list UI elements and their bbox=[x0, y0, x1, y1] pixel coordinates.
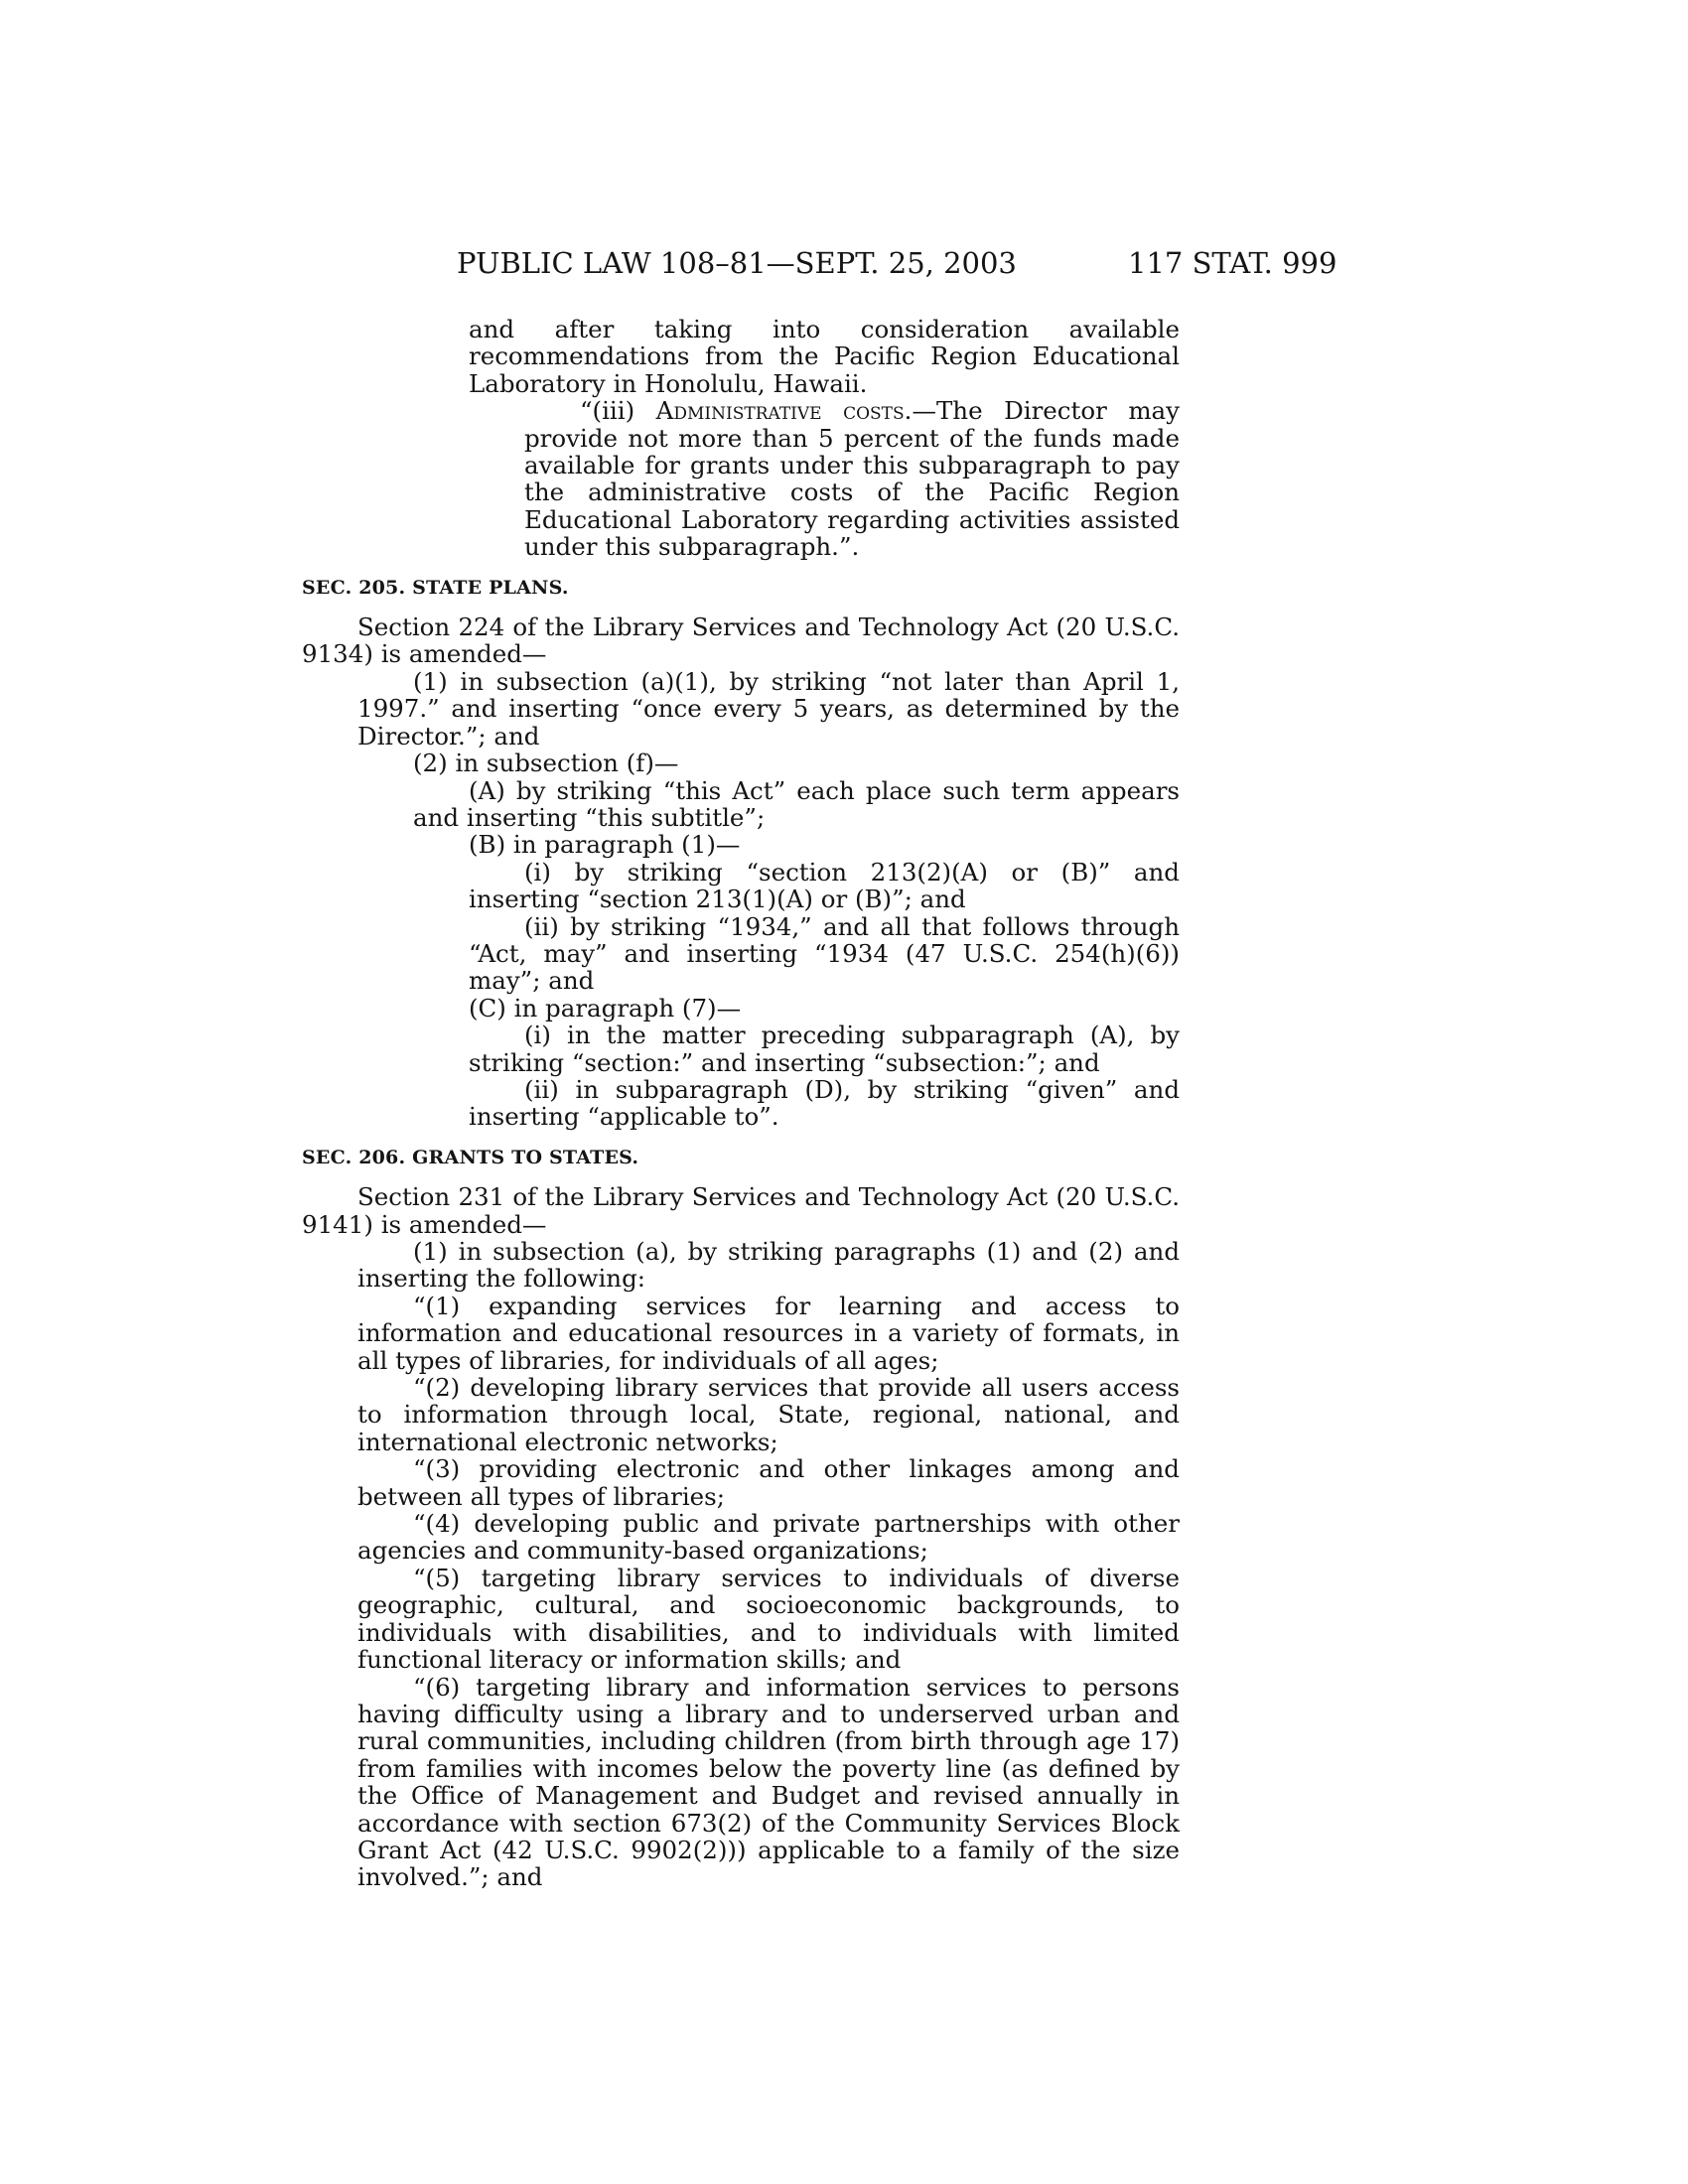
section-205-clause-B-i: (i) by striking “section 213(2)(A) or (B)” and inserting “section 213(1)(A) or (B)”; and bbox=[469, 857, 1180, 914]
section-205-clause-C-ii: (ii) in subparagraph (D), by striking “given” and inserting “applicable to”. bbox=[469, 1074, 1180, 1132]
section-206-para-1: (1) in subsection (a), by striking paragraphs (1) and (2) and inserting the following: bbox=[357, 1237, 1180, 1294]
clause-caption: Administrative costs bbox=[655, 396, 905, 426]
section-205-subpara-A: (A) by striking “this Act” each place such term appears and inserting “this subtitle”; bbox=[413, 775, 1180, 832]
continued-paragraph: and after taking into consideration available recommendations from the Pacific Region Educational Laboratory in Honolulu, Hawaii. bbox=[469, 315, 1180, 398]
page-header bbox=[0, 246, 1688, 286]
section-205-para-2: (2) in subsection (f)— bbox=[413, 749, 679, 778]
clause-text: .—The Director may provide not more than 5 percent of the funds made available for grants under this subparagraph to pay the administrative costs of the Pacific Region Educational Laboratory regarding activities assisted under this subparagraph.”. bbox=[524, 396, 1180, 562]
section-205-para-1: (1) in subsection (a)(1), by striking “not later than April 1, 1997.” and inserting “once every 5 years, as determined by the Director.”; and bbox=[357, 666, 1180, 751]
quoted-para-2: “(2) developing library services that provide all users access to information through local, State, regional, national, and international electronic networks; bbox=[357, 1373, 1180, 1456]
section-205-heading: SEC. 205. STATE PLANS. bbox=[302, 576, 569, 599]
section-206-heading: SEC. 206. GRANTS TO STATES. bbox=[302, 1146, 639, 1168]
section-205-subpara-C: (C) in paragraph (7)— bbox=[469, 993, 742, 1023]
quoted-para-3: “(3) providing electronic and other linkages among and between all types of libraries; bbox=[357, 1454, 1180, 1511]
running-head-title: PUBLIC LAW 108–81—SEPT. 25, 2003 bbox=[457, 246, 1017, 280]
clause-number: “(iii) bbox=[580, 396, 656, 426]
quoted-para-6: “(6) targeting library and information services to persons having difficulty using a library and to underserved urban and rural communities, including children (from birth through age 17) from families with incomes below the poverty line (as defined by the Office of Management and Budget and revised annually in accordance with section 673(2) of the Community Services Block Grant Act (42 U.S.C. 9902(2))) applicable to a family of the size involved.”; and bbox=[357, 1672, 1180, 1892]
quoted-para-4: “(4) developing public and private partnerships with other agencies and community-based organizations; bbox=[357, 1509, 1180, 1566]
section-205-subpara-B: (B) in paragraph (1)— bbox=[469, 830, 741, 860]
administrative-costs-paragraph bbox=[302, 397, 1180, 560]
quoted-para-5: “(5) targeting library services to individuals of diverse geographic, cultural, and socioeconomic backgrounds, to individuals with disabilities, and to individuals with limited functional literacy or information skills; and bbox=[357, 1563, 1180, 1675]
section-205-clause-C-i: (i) in the matter preceding subparagraph (A), by striking “section:” and inserting “subsection:”; and bbox=[469, 1021, 1180, 1077]
document-body bbox=[302, 316, 1180, 1891]
section-205-intro: Section 224 of the Library Services and Technology Act (20 U.S.C. 9134) is amended— bbox=[302, 613, 1180, 669]
section-206-intro: Section 231 of the Library Services and Technology Act (20 U.S.C. 9141) is amended— bbox=[302, 1182, 1180, 1239]
quoted-para-1: “(1) expanding services for learning and access to information and educational resources in a variety of formats, in all types of libraries, for individuals of all ages; bbox=[357, 1291, 1180, 1375]
section-205-clause-B-ii: (ii) by striking “1934,” and all that follows through “Act, may” and inserting “1934 (47 U.S.C. 254(h)(6)) may”; and bbox=[469, 911, 1180, 996]
page-reference: 117 STAT. 999 bbox=[1128, 246, 1337, 280]
